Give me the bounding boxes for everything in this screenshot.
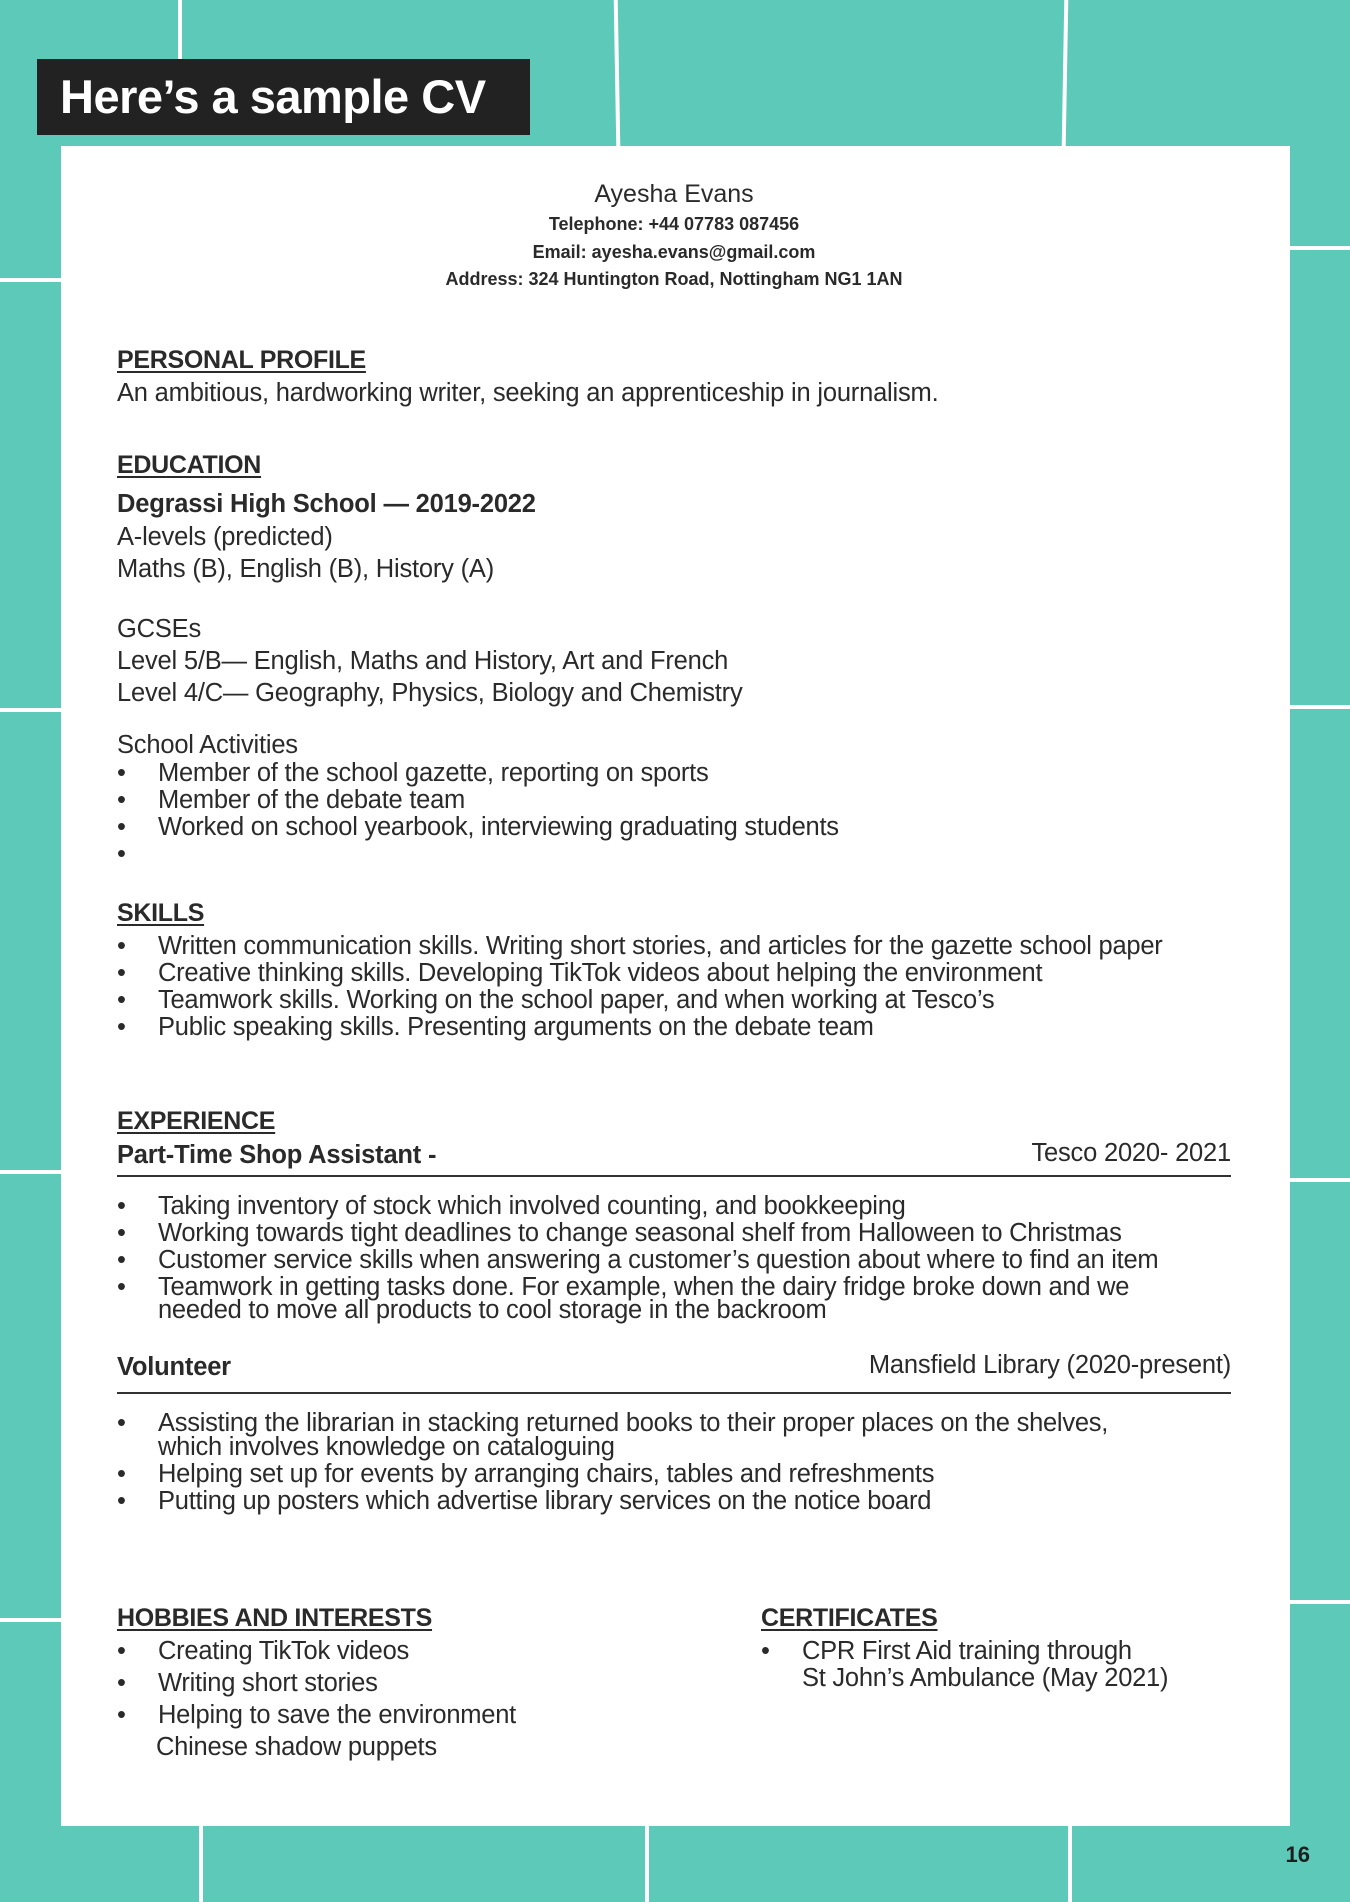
school-activities-label: School Activities — [117, 731, 298, 759]
skills-heading: SKILLS — [117, 899, 205, 927]
gcse-line: Level 5/B— English, Maths and History, Art and French — [117, 647, 729, 675]
background-line — [0, 1170, 61, 1174]
alevels-subjects: Maths (B), English (B), History (A) — [117, 555, 494, 583]
bullet: • — [117, 1669, 126, 1697]
bullet: • — [117, 1273, 126, 1301]
list-item: CPR First Aid training through — [802, 1637, 1132, 1665]
bullet: • — [761, 1637, 770, 1665]
contact-email: Email: ayesha.evans@gmail.com — [532, 242, 816, 262]
background-line — [0, 278, 61, 282]
list-item-continuation: needed to move all products to cool storage in the backroom — [158, 1296, 827, 1324]
bullet: • — [117, 959, 126, 987]
background-line — [1068, 1826, 1072, 1902]
contact-telephone: Telephone: +44 07783 087456 — [548, 214, 800, 234]
certificates-heading: CERTIFICATES — [761, 1604, 938, 1632]
background-line — [178, 0, 182, 60]
background-line — [614, 0, 621, 146]
list-item: Taking inventory of stock which involved counting, and bookkeeping — [158, 1192, 906, 1220]
cv-name: Ayesha Evans — [594, 180, 754, 208]
bullet: • — [117, 786, 126, 814]
divider — [117, 1175, 1231, 1177]
job-title: Part-Time Shop Assistant - — [117, 1141, 437, 1169]
bullet: • — [117, 1013, 126, 1041]
background-line — [0, 708, 61, 712]
list-item: Writing short stories — [158, 1669, 378, 1697]
list-item: Written communication skills. Writing short stories, and articles for the gazette school paper — [158, 932, 1163, 960]
bullet: • — [117, 1637, 126, 1665]
bullet: • — [117, 759, 126, 787]
personal-profile-text: An ambitious, hardworking writer, seeking an apprenticeship in journalism. — [117, 379, 939, 407]
list-item: Teamwork in getting tasks done. For example, when the dairy fridge broke down and we — [158, 1273, 1130, 1301]
list-item: Creating TikTok videos — [158, 1637, 410, 1665]
list-item-continuation: St John’s Ambulance (May 2021) — [802, 1664, 1169, 1692]
divider — [117, 1392, 1231, 1394]
list-item-extra: Chinese shadow puppets — [156, 1733, 437, 1761]
list-item: Assisting the librarian in stacking returned books to their proper places on the shelves, — [158, 1409, 1109, 1437]
background-line — [1062, 0, 1069, 146]
job-employer: Mansfield Library (2020-present) — [868, 1351, 1231, 1379]
list-item: Putting up posters which advertise library services on the notice board — [158, 1487, 932, 1515]
list-item: Member of the school gazette, reporting on sports — [158, 759, 709, 787]
background-line — [1290, 705, 1350, 709]
background-line — [1290, 1600, 1350, 1604]
cv-document — [61, 146, 1290, 1826]
bullet: • — [117, 1219, 126, 1247]
list-item: Helping to save the environment — [158, 1701, 516, 1729]
list-item: Worked on school yearbook, interviewing graduating students — [158, 813, 839, 841]
background-line — [1290, 1178, 1350, 1182]
list-item: Creative thinking skills. Developing TikTok videos about helping the environment — [158, 959, 1043, 987]
bullet: • — [117, 1701, 126, 1729]
job-employer: Tesco 2020- 2021 — [1031, 1139, 1231, 1167]
gcse-line: Level 4/C— Geography, Physics, Biology and Chemistry — [117, 679, 743, 707]
bullet: • — [117, 986, 126, 1014]
background-line — [199, 1826, 203, 1902]
list-item: Customer service skills when answering a customer’s question about where to find an item — [158, 1246, 1159, 1274]
alevels-label: A-levels (predicted) — [117, 523, 333, 551]
list-item: Helping set up for events by arranging chairs, tables and refreshments — [158, 1460, 935, 1488]
bullet: • — [117, 813, 126, 841]
bullet: • — [117, 1246, 126, 1274]
bullet: • — [117, 1192, 126, 1220]
page-title-banner: Here’s a sample CV — [37, 59, 530, 135]
school-name: Degrassi High School — 2019-2022 — [117, 490, 536, 518]
gcse-label: GCSEs — [117, 615, 202, 643]
personal-profile-heading: PERSONAL PROFILE — [117, 346, 366, 374]
list-item: Member of the debate team — [158, 786, 466, 814]
hobbies-heading: HOBBIES AND INTERESTS — [117, 1604, 433, 1632]
background-line — [0, 1618, 61, 1622]
list-item: Public speaking skills. Presenting arguments on the debate team — [158, 1013, 874, 1041]
bullet: • — [117, 1409, 126, 1437]
experience-heading: EXPERIENCE — [117, 1107, 276, 1135]
education-heading: EDUCATION — [117, 451, 262, 479]
job-title: Volunteer — [117, 1353, 231, 1381]
background-line — [645, 1826, 649, 1902]
contact-address: Address: 324 Huntington Road, Nottingham NG1 1AN — [445, 269, 903, 289]
bullet: • — [117, 932, 126, 960]
list-item: Working towards tight deadlines to change seasonal shelf from Halloween to Christmas — [158, 1219, 1122, 1247]
list-item: Teamwork skills. Working on the school paper, and when working at Tesco’s — [158, 986, 995, 1014]
page-number: 16 — [1285, 1842, 1310, 1867]
bullet: • — [117, 840, 126, 868]
background-line — [1290, 246, 1350, 250]
bullet: • — [117, 1487, 126, 1515]
bullet: • — [117, 1460, 126, 1488]
list-item-continuation: which involves knowledge on cataloguing — [158, 1433, 615, 1461]
